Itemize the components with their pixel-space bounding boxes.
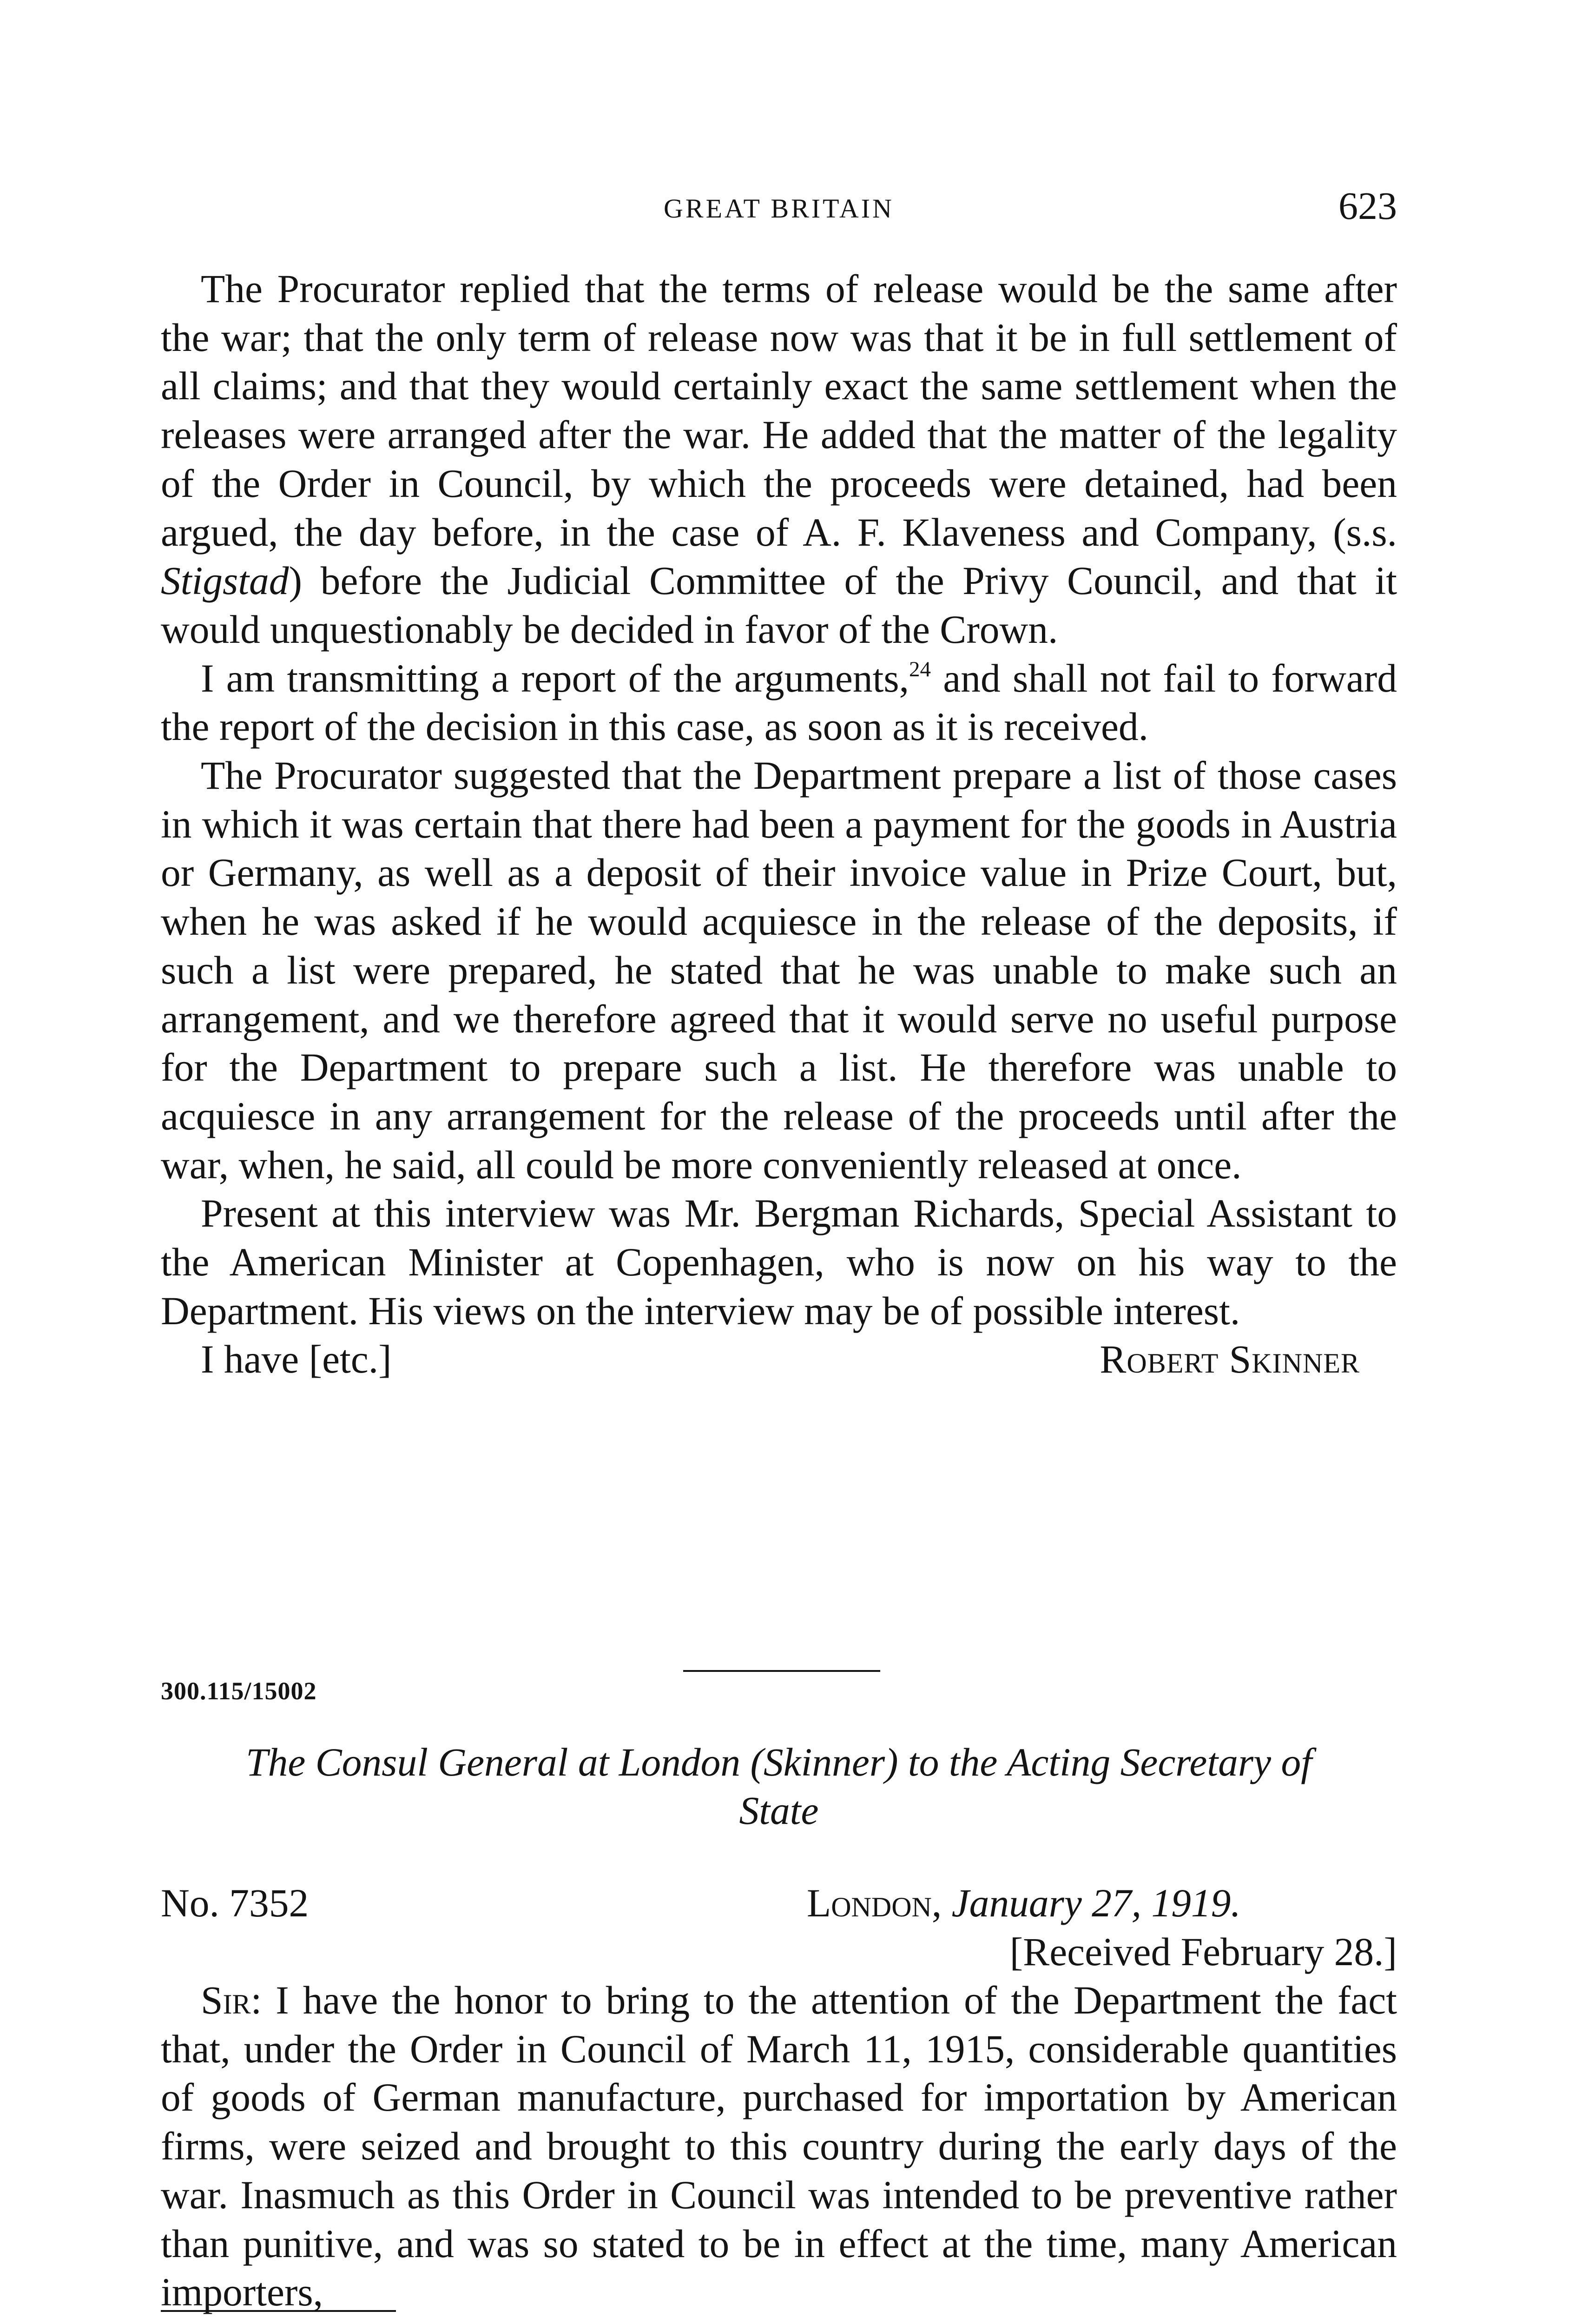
ship-name: Stigstad: [161, 559, 289, 603]
letter-body: [161, 1976, 1397, 2317]
closing: I have [etc.]: [201, 1338, 392, 1382]
document-heading: [161, 1738, 1397, 1835]
signature: Robert Skinner: [1100, 1338, 1360, 1382]
dateline-place: London,: [807, 1882, 942, 1925]
salutation: Sir:: [201, 1979, 262, 2022]
footnote-reference: 24: [909, 657, 931, 681]
paragraph-interview-attendee: Present at this interview was Mr. Bergman Richards, Special Assistant to the American Minister at Copenhagen, who is now on his way to the Department. His views on the interview may be of possible interest.: [161, 1192, 1397, 1333]
paragraph-procurator-suggestion: The Procurator suggested that the Department prepare a list of those cases in which it was certain that there had been a payment for the goods in Austria or Germany, as well as a deposit of their invoice value in Prize Court, but, when he was asked if he would acquiesce in the release of the deposits, if such a list were prepared, he stated that he was unable to make such an arrangement, and we therefore agreed that it would serve no useful purpose for the Department to prepare such a list. He therefore was unable to acquiesce in any arrangement for the release of the proceeds until after the war, when, he said, all could be more conveniently released at once.: [161, 754, 1397, 1187]
document-heading-line: The Consul General at London (Skinner) to the Acting Secretary of: [246, 1741, 1312, 1784]
paragraph-opening: [161, 1976, 1397, 2317]
paragraph-text: I have the honor to bring to the attention of the Department the fact that, under the Order in Council of March 11, 1915, considerable quantities of goods of German manufacture, purchased for importation by American firms, were seized and brought to this country during the early days of the war. Inasmuch as this Order in Council was intended to be preventive rather than punitive, and was so stated to be in effect at the time, many American importers,: [161, 1979, 1397, 2315]
preceding-letter-body: [161, 265, 1397, 1384]
document-number: No. 7352: [161, 1882, 309, 1925]
file-number: 300.115/15002: [161, 1677, 317, 1705]
document-heading-line: State: [739, 1789, 819, 1833]
paragraph-procurator-reply: [161, 265, 1397, 654]
letter-metadata: [161, 1879, 1397, 1981]
dateline-date: January 27, 1919.: [942, 1882, 1241, 1925]
page-number: 623: [1338, 185, 1397, 228]
running-title: GREAT BRITAIN: [664, 193, 894, 224]
paragraph-text: The Procurator replied that the terms of release would be the same after the war; that the only term of release now was that it be in full settlement of all claims; and that they would certainly exact the same settlement when the releases were arranged after the war. He added that the matter of the legality of the Order in Council, by which the proceeds were detained, had been argued, the day before, in the case of A. F. Klaveness and Company, (s.s.: [161, 267, 1397, 555]
paragraph-transmitting-report: [161, 654, 1397, 752]
dateline: [807, 1879, 1241, 1928]
section-divider: [683, 1670, 880, 1672]
signoff: [161, 1335, 1397, 1384]
running-head: [161, 184, 1397, 235]
paragraph-text: I am transmitting a report of the arguments,: [201, 656, 909, 700]
received-date: [Received February 28.]: [1009, 1930, 1397, 1974]
paragraph-text: and shall not fail to forward the report of the decision in this case, as soon as it is received.: [161, 656, 1397, 749]
footnote-divider: [161, 2310, 396, 2312]
paragraph-text: ) before the Judicial Committee of the Privy Council, and that it would unquestionably be decided in favor of the Crown.: [161, 559, 1397, 652]
